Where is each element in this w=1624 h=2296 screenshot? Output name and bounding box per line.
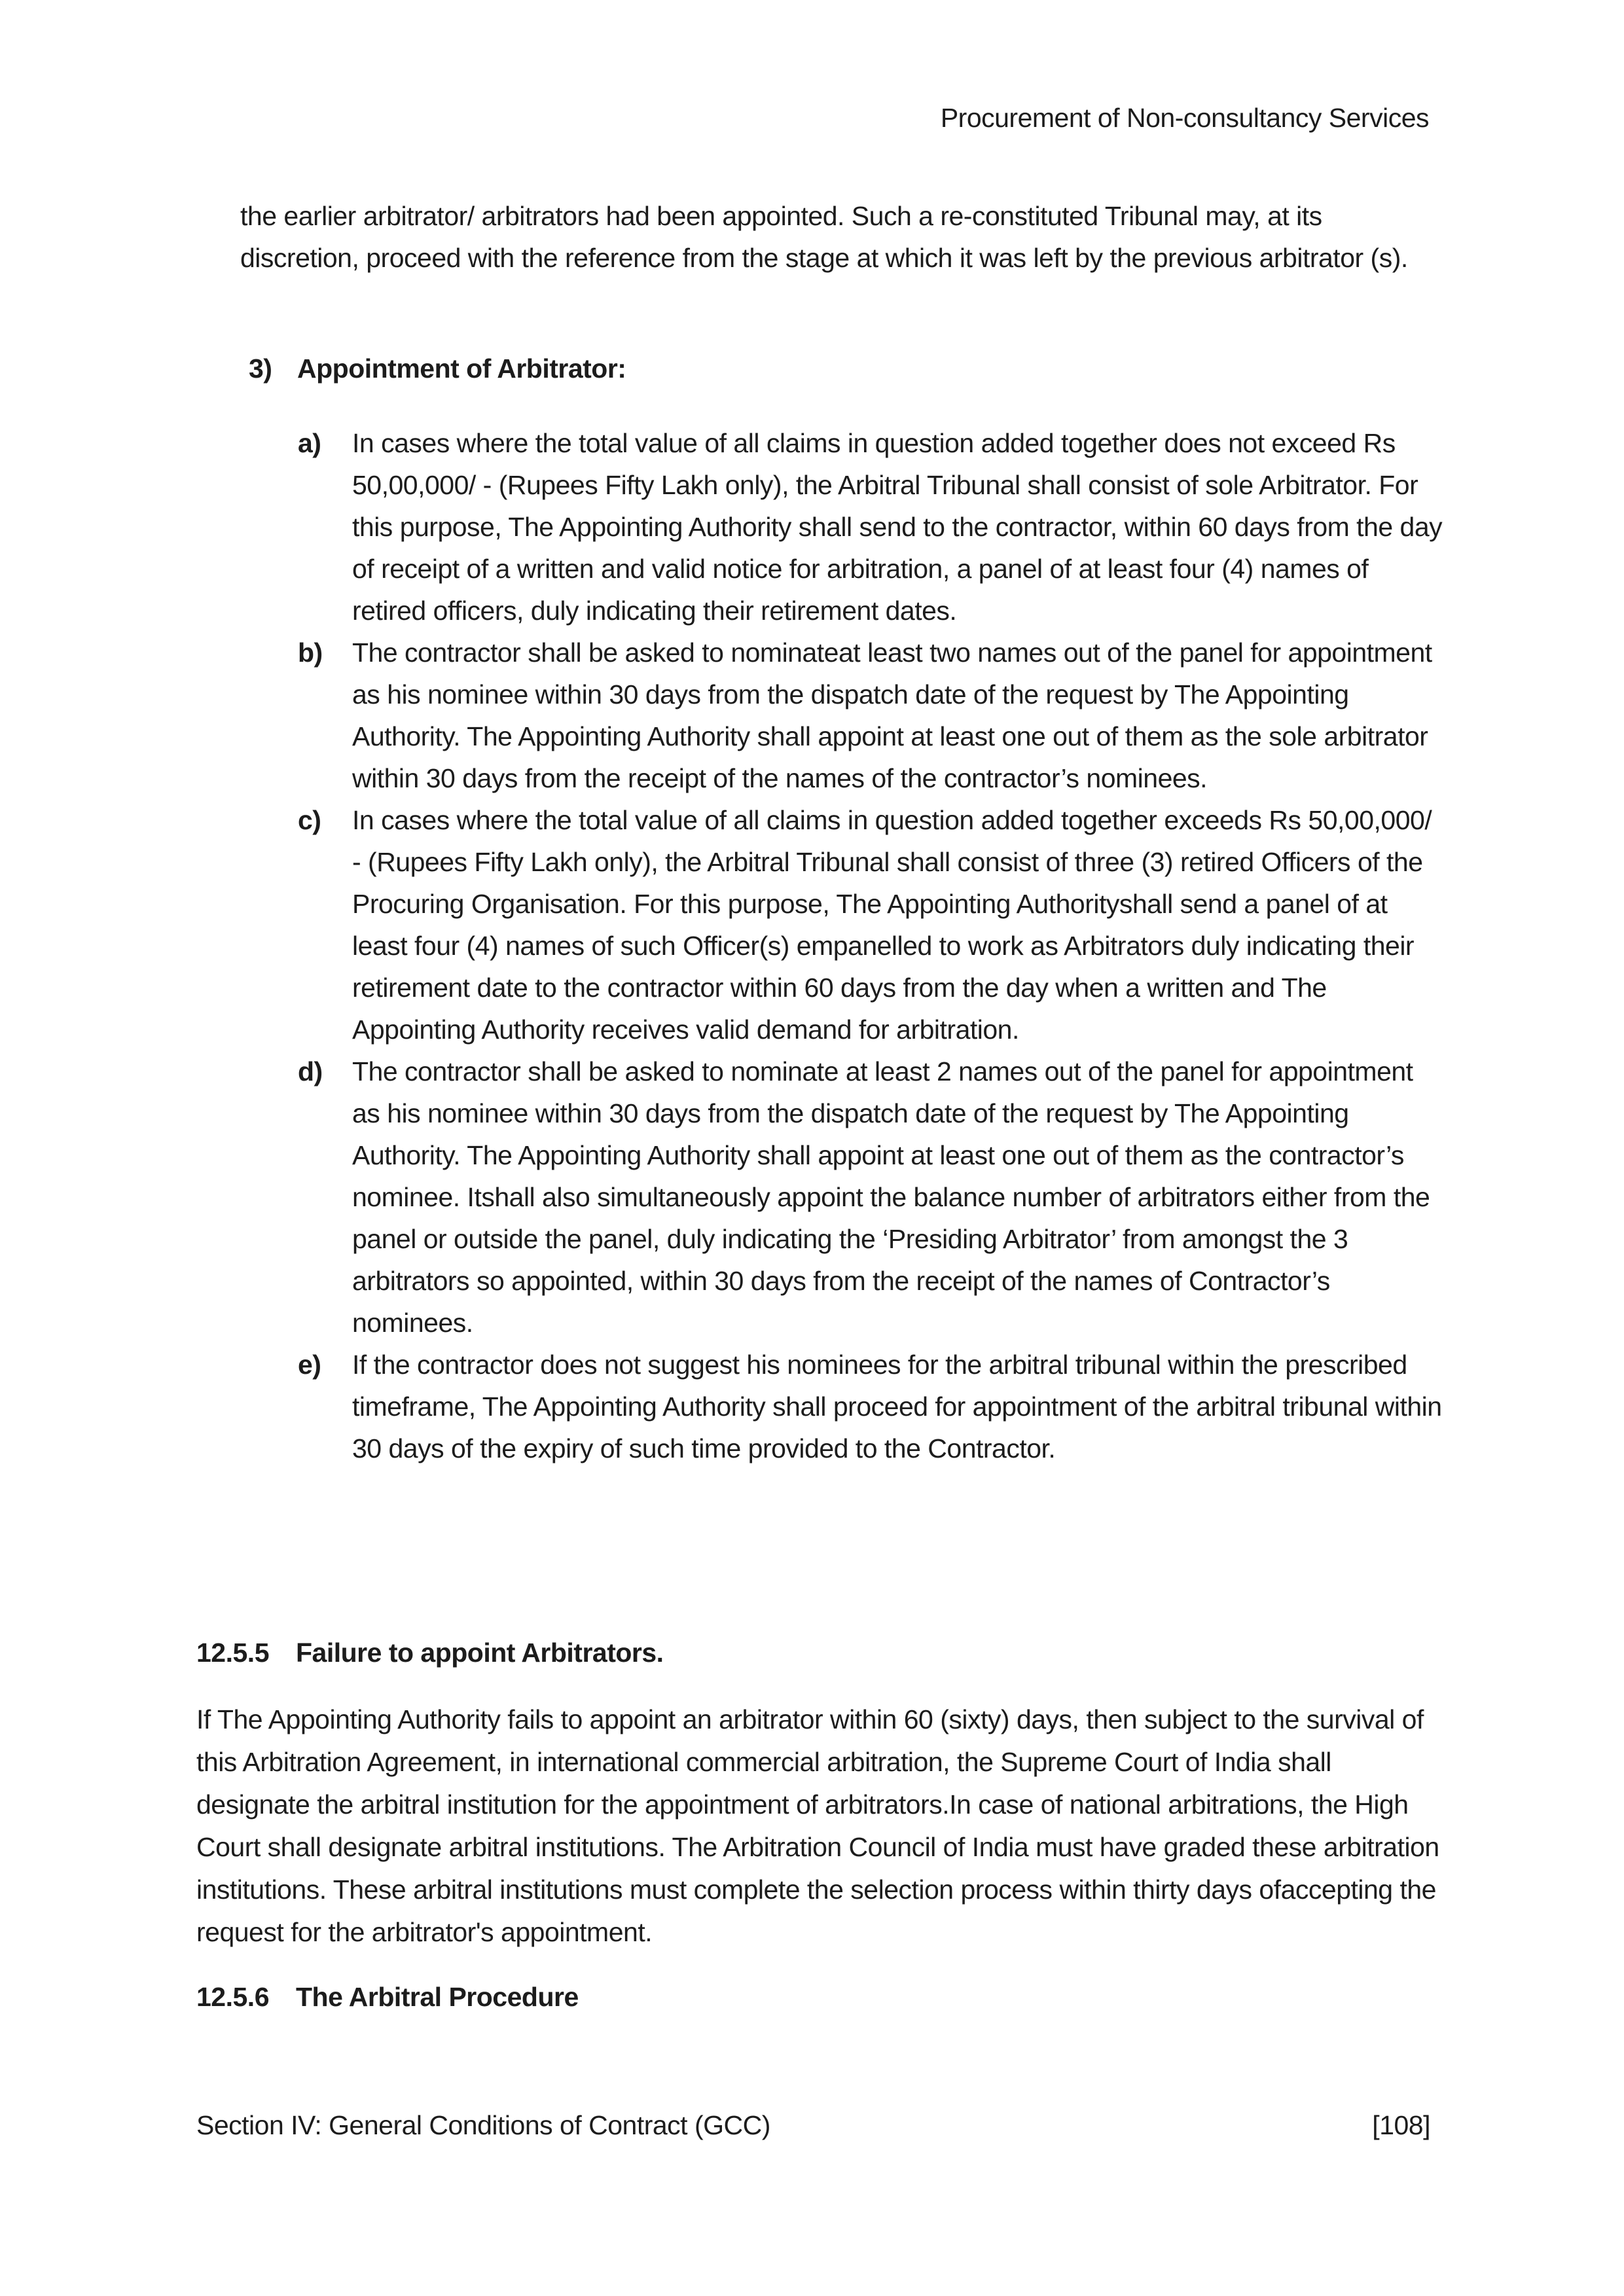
list-item-marker: e) [298, 1350, 321, 1380]
list-item-marker: c) [298, 805, 321, 835]
list-item-text: The contractor shall be asked to nominateat least two names out of the panel for appointment as his nominee within 30 days from the dispatch date of the request by The Appointing Authority. The Appointing Authority shall appoint at least one out of them as the sole arbitrator within 30 days from the receipt of the names of the contractor’s nominees. [352, 637, 1432, 793]
list-item-e [298, 1344, 1447, 1469]
list-item-b [298, 632, 1447, 799]
list-item-a [298, 422, 1447, 632]
list-item-text: In cases where the total value of all claims in question added together exceeds Rs 50,00,000/ - (Rupees Fifty Lakh only), the Arbitral Tribunal shall consist of three (3) retired Officers of the Procuring Organisation. For this purpose, The Appointing Authorityshall send a panel of at least four (4) names of such Officer(s) empanelled to work as Arbitrators duly indicating their retirement date to the contractor within 60 days from the day when a written and The Appointing Authority receives valid demand for arbitration. [352, 805, 1432, 1045]
numbered-heading-marker: 3) [249, 353, 272, 384]
list-item-marker: d) [298, 1056, 323, 1086]
lettered-list [298, 422, 1447, 1469]
section-number: 12.5.5 [196, 1638, 269, 1668]
list-item-c [298, 799, 1447, 1050]
list-item-d [298, 1050, 1447, 1344]
section-number: 12.5.6 [196, 1982, 269, 2012]
footer-section-label: Section IV: General Conditions of Contract (GCC) [196, 2110, 770, 2140]
section-title: The Arbitral Procedure [296, 1982, 579, 2012]
section-heading-12-5-6 [196, 1976, 1440, 2018]
section-heading-12-5-5 [196, 1632, 1440, 1674]
list-item-marker: b) [298, 637, 323, 668]
list-item-marker: a) [298, 428, 321, 458]
list-item-text: If the contractor does not suggest his nominees for the arbitral tribunal within the prescribed timeframe, The Appointing Authority shall proceed for appointment of the arbitral tribunal within 30 days of the expiry of such time provided to the Contractor. [352, 1350, 1442, 1463]
page-footer [196, 2104, 1430, 2146]
section-title: Failure to appoint Arbitrators. [296, 1638, 664, 1668]
footer-page-number: [108] [1372, 2110, 1430, 2140]
numbered-heading [249, 348, 1440, 389]
intro-paragraph: the earlier arbitrator/ arbitrators had been appointed. Such a re-constituted Tribunal may, at its discretion, proceed with the reference from the stage at which it was left by the previous arbitrator (s). [240, 201, 1408, 273]
page-header-text: Procurement of Non-consultancy Services [940, 103, 1429, 133]
list-item-text: In cases where the total value of all claims in question added together does not exceed Rs 50,00,000/ - (Rupees Fifty Lakh only), the Arbitral Tribunal shall consist of sole Arbitrator. For this purpose, The Appointing Authority shall send to the contractor, within 60 days from the day of receipt of a written and valid notice for arbitration, a panel of at least four (4) names of retired officers, duly indicating their retirement dates. [352, 428, 1443, 626]
list-item-text: The contractor shall be asked to nominate at least 2 names out of the panel for appointment as his nominee within 30 days from the dispatch date of the request by The Appointing Authority. The Appointing Authority shall appoint at least one out of them as the contractor’s nominee. Itshall also simultaneously appoint the balance number of arbitrators either from the panel or outside the panel, duly indicating the ‘Presiding Arbitrator’ from amongst the 3 arbitrators so appointed, within 30 days from the receipt of the names of Contractor’s nominees. [352, 1056, 1430, 1338]
numbered-heading-title: Appointment of Arbitrator: [297, 353, 626, 384]
failure-to-appoint-paragraph: If The Appointing Authority fails to appoint an arbitrator within 60 (sixty) days, then subject to the survival of this Arbitration Agreement, in international commercial arbitration, the Supreme Court of India shall designate the arbitral institution for the appointment of arbitrators.In case of national arbitrations, the High Court shall designate arbitral institutions. The Arbitration Council of India must have graded these arbitration institutions. These arbitral institutions must complete the selection process within thirty days ofaccepting the request for the arbitrator's appointment. [196, 1704, 1439, 1947]
